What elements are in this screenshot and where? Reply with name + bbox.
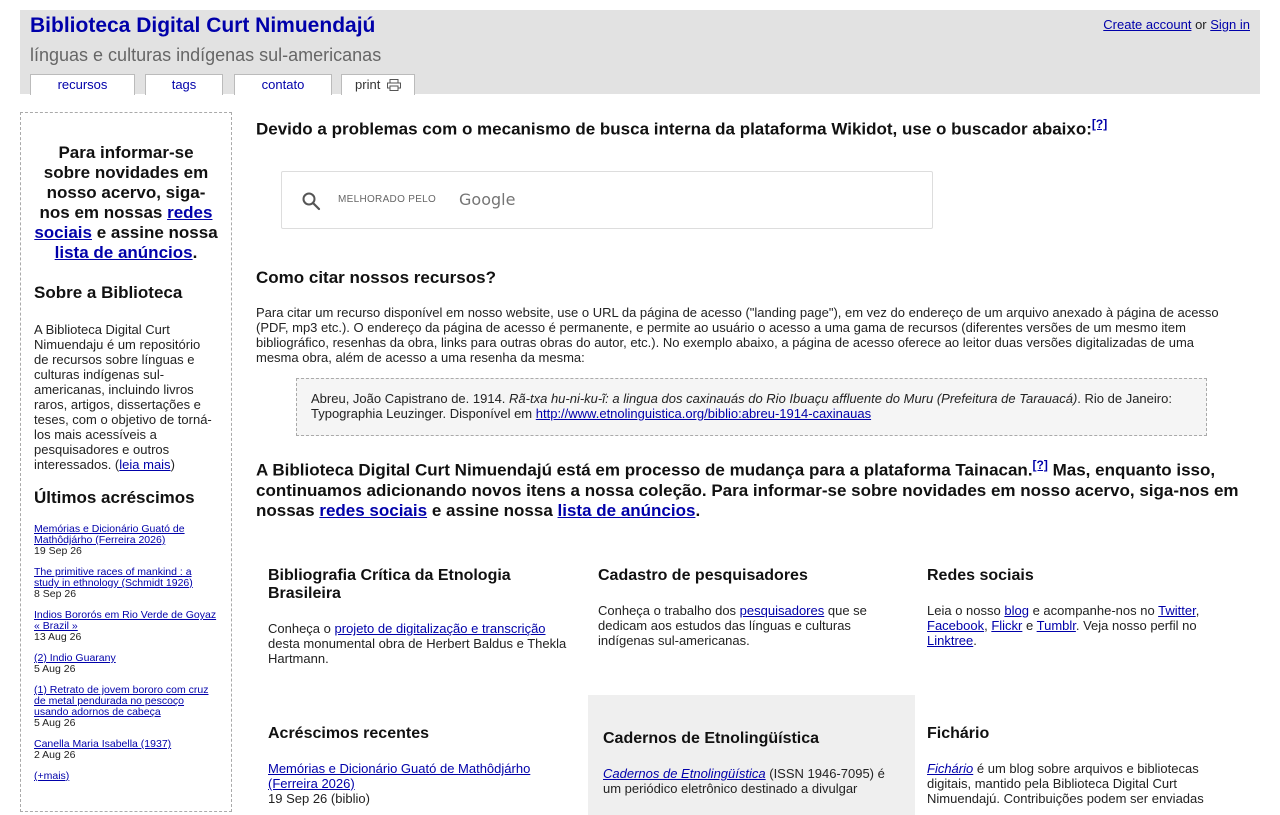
migration-social-link[interactable]: redes sociais xyxy=(319,500,428,520)
site-title[interactable]: Biblioteca Digital Curt Nimuendajú xyxy=(30,14,376,37)
or-text: or xyxy=(1195,17,1207,32)
migration-list-link[interactable]: lista de anúncios xyxy=(557,500,696,520)
recent-list xyxy=(34,524,218,782)
example-url-link[interactable]: http://www.etnolinguistica.org/biblio:abreu-1914-caxinauas xyxy=(535,406,872,421)
box-text: (ISSN 1946-7095) é um periódico eletrônico destinado a divulgar xyxy=(603,766,885,796)
twitter-link[interactable]: Twitter xyxy=(1158,603,1196,618)
recent-item-date: 19 Sep 26 xyxy=(34,545,82,557)
site-subtitle: línguas e culturas indígenas sul-americanas xyxy=(30,45,382,65)
recent-item-link[interactable]: The primitive races of mankind : a study in ethnology (Schmidt 1926) xyxy=(34,566,193,589)
social-networks-link[interactable]: redes sociais xyxy=(34,203,213,242)
box-title: Cadernos de Etnolingüística xyxy=(603,730,820,747)
create-account-link[interactable]: Create account xyxy=(1103,17,1192,32)
tab-tags[interactable]: tags xyxy=(145,74,223,95)
migration-notice xyxy=(256,455,1246,521)
box-text: e xyxy=(1026,618,1034,633)
fichario-link[interactable]: Fichário xyxy=(927,761,974,776)
about-end: ) xyxy=(170,457,175,472)
example-author: Abreu, João Capistrano de. 1914. xyxy=(311,391,506,406)
printer-icon xyxy=(387,79,401,91)
tab-contato[interactable]: contato xyxy=(234,74,332,95)
example-title: Rã-txa hu-ni-ku-ĩ: a lingua dos caxinauás do Rio Ibuaçu affluente do Muru (Prefeitura de Tarauacá) xyxy=(509,391,1078,406)
box-text: que se dedicam aos estudos das línguas e culturas indígenas sul-americanas. xyxy=(598,603,867,648)
example-publisher: . Rio de Janeiro: Typographia Leuzinger. Disponível em xyxy=(311,391,1172,421)
box-text: . Veja nosso perfil no xyxy=(1075,618,1197,633)
recent-item-link[interactable]: Indios Bororós em Rio Verde de Goyaz « Brazil » xyxy=(34,609,217,632)
list-item xyxy=(34,739,218,761)
recent-item-link[interactable]: (2) Indio Guarany xyxy=(34,652,116,664)
box-text: e acompanhe-nos no xyxy=(1032,603,1155,618)
researchers-link[interactable]: pesquisadores xyxy=(739,603,825,618)
list-item xyxy=(34,653,218,675)
list-item xyxy=(34,567,218,600)
box-fichario xyxy=(915,725,1242,815)
tab-recursos[interactable]: recursos xyxy=(30,74,135,95)
sidebar-promo xyxy=(34,143,218,263)
promo-text-2: e assine nossa xyxy=(96,223,218,242)
sign-in-link[interactable]: Sign in xyxy=(1210,17,1250,32)
recent-item-date: 13 Aug 26 xyxy=(34,631,82,643)
box-acrescimos xyxy=(256,725,583,815)
search-enhanced-label: MELHORADO PELO xyxy=(338,194,437,205)
list-item xyxy=(34,771,218,782)
citation-example xyxy=(296,378,1207,436)
box-title: Bibliografia Crítica da Etnologia Brasileira xyxy=(268,567,511,602)
recent-item-date: 2 Aug 26 xyxy=(34,749,76,761)
recent-item-date: 5 Aug 26 xyxy=(34,663,76,675)
search-box[interactable] xyxy=(281,171,933,229)
box-bibliografia xyxy=(256,567,583,687)
migration-text-3: e assine nossa xyxy=(431,500,553,520)
recent-addition-link[interactable]: Memórias e Dicionário Guató de Mathôdjárho (Ferreira 2026) xyxy=(268,761,531,791)
facebook-link[interactable]: Facebook xyxy=(927,618,985,633)
about-heading: Sobre a Biblioteca xyxy=(34,283,183,302)
flickr-link[interactable]: Flickr xyxy=(991,618,1023,633)
list-item xyxy=(34,685,218,729)
list-item xyxy=(34,524,218,557)
box-cadastro xyxy=(586,567,913,687)
about-body: A Biblioteca Digital Curt Nimuendaju é um repositório de recursos sobre línguas e culturas indígenas sul-americanas, incluindo livros raros, artigos, dissertações e teses, com o objetivo de torná-los mais acessíveis a pesquisadores e outros interessados. ( xyxy=(34,322,212,472)
box-text: Conheça o xyxy=(268,621,331,636)
migration-text-2: Mas, enquanto isso, continuamos adicionando novos itens a nossa coleção. Para informar-se sobre novidades em nosso acervo, siga-nos em nossas xyxy=(256,460,1239,520)
recent-item-link[interactable]: Canella Maria Isabella (1937) xyxy=(34,738,172,750)
tumblr-link[interactable]: Tumblr xyxy=(1036,618,1076,633)
box-text: Leia o nosso xyxy=(927,603,1001,618)
box-text: desta monumental obra de Herbert Baldus e Thekla Hartmann. xyxy=(268,636,567,666)
migration-footnote-link[interactable]: [?] xyxy=(1032,458,1048,472)
box-text: é um blog sobre arquivos e bibliotecas digitais, mantido pela Biblioteca Digital Curt Nimuendajú. Contribuições podem ser enviadas xyxy=(927,761,1204,806)
about-text xyxy=(34,322,218,472)
recent-addition-date: 19 Sep 26 (biblio) xyxy=(268,791,370,806)
box-cadernos xyxy=(588,695,915,815)
side-bar xyxy=(20,112,232,812)
box-title: Fichário xyxy=(927,725,990,742)
search-icon xyxy=(301,191,321,211)
account-links xyxy=(1103,17,1250,32)
recent-heading: Últimos acréscimos xyxy=(34,488,195,507)
search-notice-text: Devido a problemas com o mecanismo de busca interna da plataforma Wikidot, use o buscador abaixo: xyxy=(256,119,1092,139)
promo-text-3: . xyxy=(192,243,198,262)
recent-item-link[interactable]: (1) Retrato de jovem bororo com cruz de metal pendurada no pescoço usando adornos de cabeça xyxy=(34,684,209,718)
search-notice xyxy=(256,114,1246,140)
mailing-list-link[interactable]: lista de anúncios xyxy=(54,243,193,262)
recent-item-date: 5 Aug 26 xyxy=(34,717,76,729)
box-title: Acréscimos recentes xyxy=(268,725,429,742)
migration-text-4: . xyxy=(695,500,701,520)
cite-heading: Como citar nossos recursos? xyxy=(256,268,496,287)
box-title: Cadastro de pesquisadores xyxy=(598,567,808,584)
recent-item-link[interactable]: Memórias e Dicionário Guató de Mathôdjárho (Ferreira 2026) xyxy=(34,523,185,546)
tab-print[interactable] xyxy=(341,74,415,95)
list-item xyxy=(34,610,218,643)
cadernos-link[interactable]: Cadernos de Etnolingüística xyxy=(603,766,766,781)
footnote-link[interactable]: [?] xyxy=(1091,117,1108,131)
box-text: . xyxy=(973,633,977,648)
linktree-link[interactable]: Linktree xyxy=(927,633,974,648)
box-title: Redes sociais xyxy=(927,567,1034,584)
migration-text-1: A Biblioteca Digital Curt Nimuendajú está em processo de mudança para a plataforma Tainacan. xyxy=(256,460,1033,480)
promo-text-1: Para informar-se sobre novidades em nosso acervo, siga-nos em nossas xyxy=(39,143,209,222)
cite-paragraph: Para citar um recurso disponível em nosso website, use o URL da página de acesso ("landing page"), em vez do endereço de um arquivo anexado à página de acesso (PDF, mp3 etc.). O endereço da página de acesso é permanente, e permite ao usuário o acesso a uma gama de recursos (diferentes versões de um mesmo item bibliográfico, resenhas da obra, links para outras obras do autor, etc.). No exemplo abaixo, a página de acesso oferece ao leitor duas versões digitalizadas de uma mesma obra, além de acesso a uma resenha da mesma: xyxy=(256,305,1219,365)
digitization-project-link[interactable]: projeto de digitalização e transcrição xyxy=(334,621,546,636)
print-label: print xyxy=(355,77,381,92)
recent-item-date: 8 Sep 26 xyxy=(34,588,77,600)
more-link[interactable]: (+mais) xyxy=(34,770,70,782)
box-redes-sociais: Redes sociais Leia o nosso blog e acompanhe-nos no Twitter, Facebook, Flickr e Tumblr. Veja nosso perfil no Linktree. xyxy=(915,567,1242,687)
google-logo: Google xyxy=(459,190,516,209)
blog-link[interactable]: blog xyxy=(1004,603,1029,618)
box-text: Conheça o trabalho dos xyxy=(598,603,737,618)
read-more-link[interactable]: leia mais xyxy=(119,457,171,472)
header xyxy=(20,10,1260,94)
